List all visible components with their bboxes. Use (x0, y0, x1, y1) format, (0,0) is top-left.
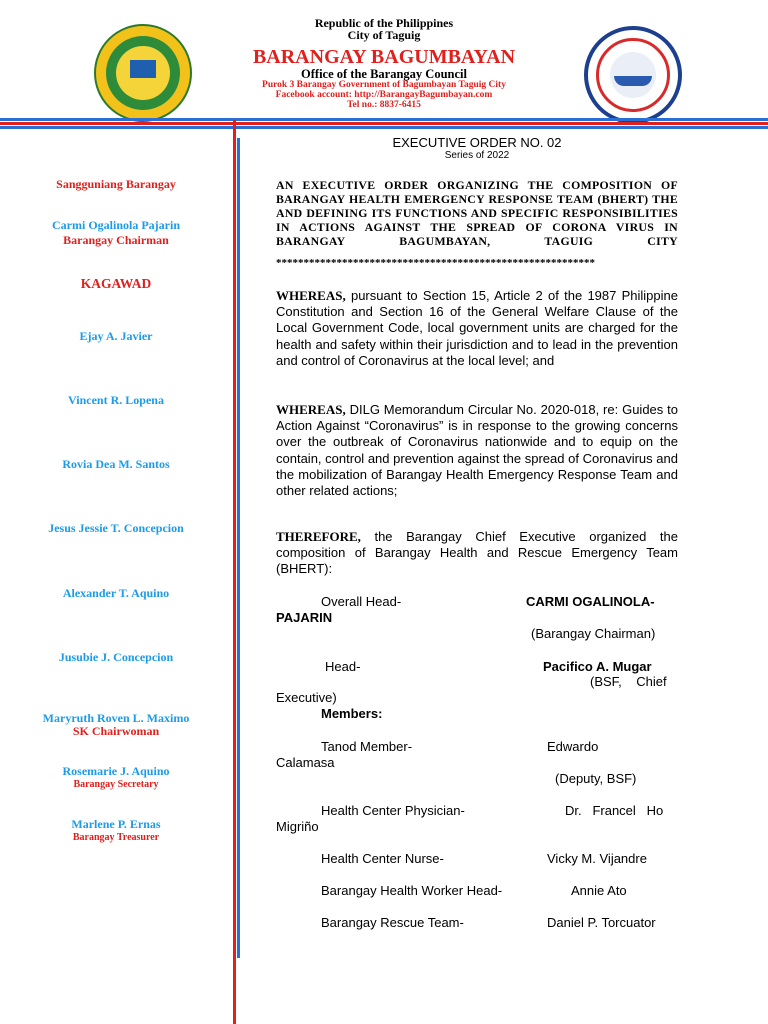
sidebar-kagawad-label: KAGAWAD (80, 276, 152, 291)
physician-label: Health Center Physician- (321, 803, 465, 818)
therefore-paragraph (276, 529, 678, 578)
overall-head-role: (Barangay Chairman) (531, 626, 656, 641)
whereas-paragraph-2 (276, 402, 678, 499)
rescue-label: Barangay Rescue Team- (321, 915, 464, 930)
title-separator: ********************************************************** (276, 257, 595, 269)
sidebar-heading: Sangguniang Barangay (56, 177, 176, 191)
sidebar-kagawad-item: Alexander T. Aquino (62, 586, 170, 600)
head-name: Pacifico A. Mugar (543, 659, 652, 674)
letterhead-city: City of Taguig (347, 28, 421, 42)
executive-order-number: EXECUTIVE ORDER NO. 02 (392, 135, 562, 150)
sidebar-kagawad-item: Rovia Dea M. Santos (62, 457, 170, 471)
head-role: (BSF, Chief (590, 674, 667, 689)
whereas-lead: WHEREAS, (276, 288, 346, 303)
head-role-cont: Executive) (276, 690, 337, 705)
bhw-name: Annie Ato (571, 883, 627, 898)
sidebar-kagawad-item: Ejay A. Javier (79, 329, 153, 343)
letterhead-republic: Republic of the Philippines (314, 16, 454, 30)
sidebar-kagawad-item: Jusubie J. Concepcion (58, 650, 174, 664)
letterhead-office: Office of the Barangay Council (301, 67, 467, 81)
members-label: Members: (321, 706, 383, 721)
head-label: Head- (325, 659, 361, 674)
letterhead-tel: Tel no.: 8837-6415 (347, 100, 421, 110)
rescue-name: Daniel P. Torcuator (547, 915, 656, 930)
therefore-lead: THEREFORE, (276, 529, 361, 544)
sidebar-kagawad-item: Vincent R. Lopena (68, 393, 164, 407)
whereas-text: DILG Memorandum Circular No. 2020-018, re: Guides to Action Against “Coronavirus” is in response to the growing concerns over the outbreak of Coronavirus nationwide and to equip on the contain, control and prevention against the spread of Coronavirus and the mobilization of Barangay Health Emergency Response Team and other related actions; (276, 402, 678, 499)
sidebar-rule-blue (237, 138, 240, 958)
sidebar-treasurer-name: Marlene P. Ernas (71, 817, 161, 831)
tanod-label: Tanod Member- (321, 739, 413, 754)
sidebar-secretary-name: Rosemarie J. Aquino (62, 764, 170, 778)
nurse-name: Vicky M. Vijandre (547, 851, 647, 866)
bhw-label: Barangay Health Worker Head- (321, 883, 503, 898)
therefore-text: the Barangay Chief Executive organized the composition of Barangay Health and Rescue Emergency Team (BHERT): (276, 529, 678, 577)
letterhead-facebook: Facebook account: http://BarangayBagumbayan.com (275, 90, 493, 100)
physician-name: Dr. Francel Ho (565, 803, 664, 818)
tanod-name-cont: Calamasa (276, 755, 335, 770)
sidebar-sk-name: Maryruth Roven L. Maximo (42, 711, 190, 725)
letterhead-address: Purok 3 Barangay Government of Bagumbayan Taguig City (262, 80, 506, 90)
sidebar-kagawad-item: Jesus Jessie T. Concepcion (48, 521, 184, 535)
tanod-name: Edwardo (547, 739, 599, 754)
overall-head-label: Overall Head- (321, 594, 402, 609)
executive-order-series: Series of 2022 (444, 150, 510, 161)
executive-order-title: AN EXECUTIVE ORDER ORGANIZING THE COMPOSITION OF BARANGAY HEALTH EMERGENCY RESPONSE TEAM (BHERT) THE AND DEFINING ITS FUNCTIONS AND SPECIFIC RESPONSIBILITIES IN ACTIONS AGAINST THE SPREAD OF CORONA VIRUS IN BARANGAY BAGUMBAYAN, TAGUIG CITY (276, 178, 678, 248)
header-rule-blue-bottom (0, 126, 768, 129)
nurse-label: Health Center Nurse- (321, 851, 444, 866)
sidebar-chairman-role: Barangay Chairman (63, 233, 169, 247)
header-rule-blue-top (0, 118, 768, 121)
whereas-paragraph-1 (276, 288, 678, 369)
sidebar-secretary-role: Barangay Secretary (73, 779, 159, 790)
physician-name-cont: Migriño (276, 819, 319, 834)
sidebar-rule-red (233, 120, 236, 1024)
header-rule-red (0, 122, 768, 125)
tanod-role: (Deputy, BSF) (555, 771, 637, 786)
letterhead-barangay: BARANGAY BAGUMBAYAN (252, 46, 516, 68)
whereas-lead: WHEREAS, (276, 402, 346, 417)
overall-head-name: CARMI OGALINOLA- (526, 594, 655, 609)
sidebar-treasurer-role: Barangay Treasurer (72, 832, 160, 843)
sidebar-chairman-name: Carmi Ogalinola Pajarin (52, 218, 180, 232)
overall-head-name-cont: PAJARIN (276, 610, 333, 625)
whereas-text: pursuant to Section 15, Article 2 of the 1987 Philippine Constitution and Section 16 of the General Welfare Clause of the Local Government Code, local government units are charged for the health and safety within their jurisdiction and to lead in the prevention and control of Coronavirus at the local level; and (276, 288, 678, 368)
sidebar-sk-role: SK Chairwoman (72, 724, 160, 738)
